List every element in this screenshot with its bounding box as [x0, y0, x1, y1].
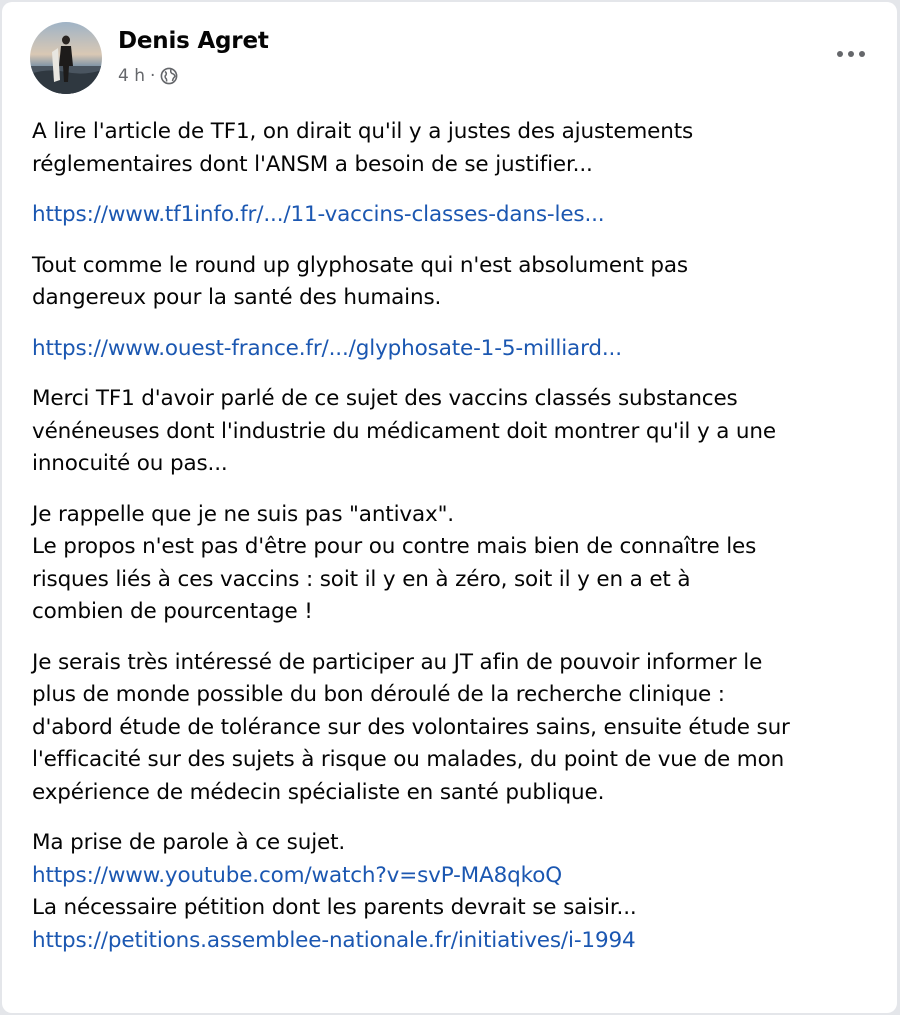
- paragraph-link-2: [32, 333, 882, 366]
- text-line: Merci TF1 d'avoir parlé de ce sujet des vaccins classés substances: [32, 386, 738, 411]
- tf1-article-link[interactable]: https://www.tf1info.fr/.../11-vaccins-classes-dans-les...: [32, 202, 605, 227]
- text-line: d'abord étude de tolérance sur des volontaires sains, ensuite étude sur: [32, 714, 790, 740]
- text-line: dangereux pour la santé des humains.: [32, 285, 442, 310]
- avatar[interactable]: [30, 22, 102, 94]
- text-line: vénéneuses dont l'industrie du médicament doit montrer qu'il y a une: [32, 418, 776, 444]
- meta-separator: ·: [150, 66, 156, 86]
- text-line: Ma prise de parole à ce sujet.: [32, 830, 346, 855]
- text-line: innocuité ou pas...: [32, 451, 228, 476]
- paragraph-2: [32, 250, 882, 315]
- text-line: expérience de médecin spécialiste en santé publique.: [32, 779, 605, 805]
- text-line: Tout comme le round up glyphosate qui n'est absolument pas: [32, 252, 688, 278]
- text-line: plus de monde possible du bon déroulé de la recherche clinique :: [32, 682, 725, 707]
- globe-icon[interactable]: [160, 67, 178, 85]
- post-body: [32, 116, 882, 975]
- text-line: Je rappelle que je ne suis pas "antivax".: [32, 501, 454, 527]
- text-line: combien de pourcentage !: [32, 599, 313, 624]
- post-header: [30, 22, 873, 98]
- post-card: [2, 2, 897, 1013]
- paragraph-6: [32, 827, 882, 957]
- author-name[interactable]: Denis Agret: [118, 28, 269, 54]
- petition-link[interactable]: https://petitions.assemblee-nationale.fr/initiatives/i-1994: [32, 927, 636, 953]
- text-line: l'efficacité sur des sujets à risque ou malades, du point de vue de mon: [32, 747, 785, 772]
- text-line: La nécessaire pétition dont les parents devrait se saisir...: [32, 895, 637, 920]
- text-line: risques liés à ces vaccins : soit il y en à zéro, soit il y en a et à: [32, 566, 691, 592]
- youtube-link[interactable]: https://www.youtube.com/watch?v=svP-MA8qkoQ: [32, 862, 562, 888]
- paragraph-4: [32, 499, 882, 629]
- text-line: Le propos n'est pas d'être pour ou contre mais bien de connaître les: [32, 534, 757, 559]
- paragraph-3: [32, 383, 882, 481]
- text-line: réglementaires dont l'ANSM a besoin de se justifier...: [32, 151, 593, 177]
- paragraph-5: [32, 647, 882, 810]
- paragraph-link-1: [32, 199, 882, 232]
- text-line: A lire l'article de TF1, on dirait qu'il y a justes des ajustements: [32, 119, 694, 144]
- paragraph-1: [32, 116, 882, 181]
- avatar-photo: [30, 22, 102, 94]
- ouest-france-link[interactable]: https://www.ouest-france.fr/.../glyphosate-1-5-milliard...: [32, 335, 622, 361]
- post-meta: [118, 66, 178, 86]
- text-line: Je serais très intéressé de participer au JT afin de pouvoir informer le: [32, 649, 763, 675]
- more-options-icon[interactable]: [833, 42, 869, 66]
- post-time[interactable]: 4 h: [118, 66, 145, 86]
